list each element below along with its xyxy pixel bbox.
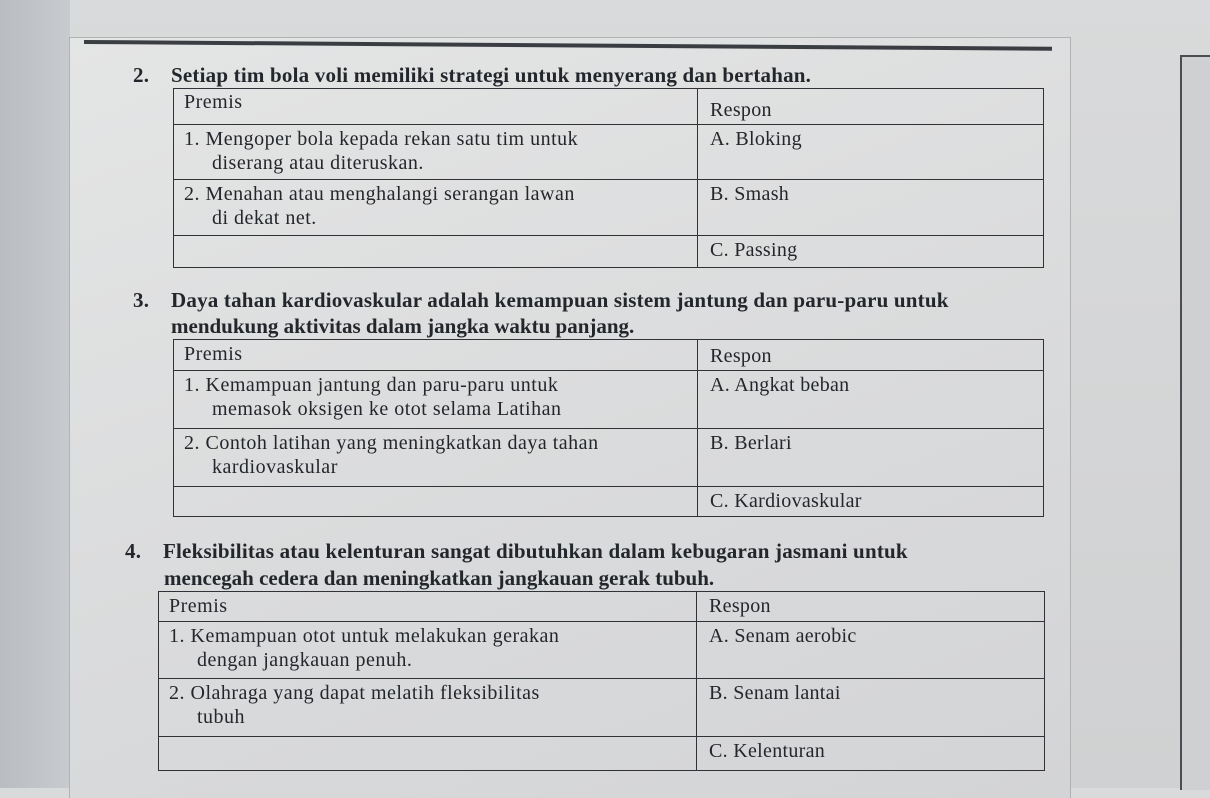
respon-cell: A. Senam aerobic <box>697 622 1045 679</box>
question-number: 3. <box>133 288 150 312</box>
header-respon: Respon <box>698 340 1044 371</box>
premis-text-line2: dengan jangkauan penuh. <box>197 649 413 671</box>
matching-table-3 <box>173 339 1044 517</box>
premis-cell <box>174 180 698 236</box>
premis-text-line1: 2. Olahraga yang dapat melatih fleksibilitas <box>169 682 540 704</box>
question-text: Fleksibilitas atau kelenturan sangat dibutuhkan dalam kebugaran jasmani untuk <box>163 539 908 563</box>
question-3-stem-line2: mendukung aktivitas dalam jangka waktu panjang. <box>171 314 635 338</box>
premis-cell <box>174 371 698 429</box>
question-3-stem <box>133 287 1063 313</box>
premis-cell-empty <box>174 236 698 268</box>
question-number: 4. <box>125 539 142 563</box>
premis-text-line2: tubuh <box>197 706 246 728</box>
premis-cell-empty <box>174 487 698 517</box>
question-2-stem <box>133 62 1033 88</box>
premis-cell <box>159 679 697 737</box>
premis-text-line1: 1. Kemampuan jantung dan paru-paru untuk <box>184 374 559 396</box>
premis-text-line2: memasok oksigen ke otot selama Latihan <box>212 398 562 420</box>
premis-text-line1: 2. Contoh latihan yang meningkatkan daya tahan <box>184 432 599 454</box>
header-premis: Premis <box>159 592 697 622</box>
premis-text-line2: diserang atau diteruskan. <box>212 152 424 174</box>
premis-cell-empty <box>159 737 697 771</box>
question-text: Setiap tim bola voli memiliki strategi untuk menyerang dan bertahan. <box>171 63 812 87</box>
question-number: 2. <box>133 63 150 87</box>
premis-text-line2: kardiovaskular <box>212 456 338 478</box>
respon-cell: C. Kardiovaskular <box>698 487 1044 517</box>
matching-table-4 <box>158 591 1045 771</box>
question-4-stem <box>125 538 1055 564</box>
respon-cell: A. Bloking <box>698 125 1044 180</box>
premis-cell <box>174 429 698 487</box>
premis-text-line1: 1. Mengoper bola kepada rekan satu tim untuk <box>184 128 579 150</box>
premis-text-line2: di dekat net. <box>212 207 317 229</box>
respon-cell: A. Angkat beban <box>698 371 1044 429</box>
header-premis: Premis <box>174 89 698 125</box>
header-premis: Premis <box>174 340 698 371</box>
premis-text-line1: 2. Menahan atau menghalangi serangan lawan <box>184 183 575 205</box>
desk-surface <box>0 0 70 788</box>
respon-cell: B. Senam lantai <box>697 679 1045 737</box>
premis-cell <box>174 125 698 180</box>
premis-text-line1: 1. Kemampuan otot untuk melakukan gerakan <box>169 625 560 647</box>
matching-table-2 <box>173 88 1044 268</box>
respon-cell: C. Kelenturan <box>697 737 1045 771</box>
premis-cell <box>159 622 697 679</box>
question-4-stem-line2: mencegah cedera dan meningkatkan jangkauan gerak tubuh. <box>164 566 715 590</box>
respon-cell: B. Berlari <box>698 429 1044 487</box>
header-respon: Respon <box>697 592 1045 622</box>
header-respon: Respon <box>698 89 1044 125</box>
question-text: Daya tahan kardiovaskular adalah kemampuan sistem jantung dan paru-paru untuk <box>171 288 949 312</box>
respon-cell: C. Passing <box>698 236 1044 268</box>
adjacent-page-edge <box>1180 55 1210 790</box>
respon-cell: B. Smash <box>698 180 1044 236</box>
